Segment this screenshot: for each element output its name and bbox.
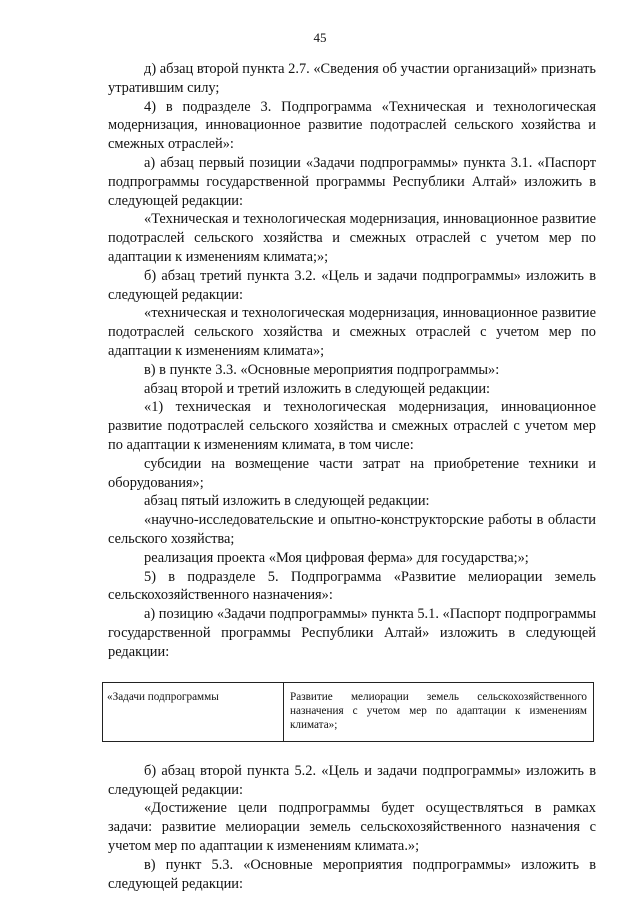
table-cell-label: «Задачи подпрограммы (103, 682, 284, 741)
paragraph: «1) техническая и технологическая модернизация, инновационное развитие подотраслей сельского хозяйства и смежных отраслей с учетом мер по адаптации к изменениям климата, в том числе: (108, 399, 596, 453)
page-number: 45 (313, 30, 327, 45)
paragraph: б) абзац третий пункта 3.2. «Цель и задачи подпрограммы» изложить в следующей редакции: (108, 267, 596, 303)
paragraph: д) абзац второй пункта 2.7. «Сведения об участии организаций» признать утратившим силу; (108, 61, 596, 96)
table-row (103, 682, 594, 741)
paragraph: абзац пятый изложить в следующей редакции: (144, 493, 430, 510)
paragraph: 5) в подразделе 5. Подпрограмма «Развитие мелиорации земель сельскохозяйственного назначения»: (108, 568, 596, 604)
paragraph: в) пункт 5.3. «Основные мероприятия подпрограммы» изложить в следующей редакции: (108, 856, 596, 892)
paragraph: «научно-исследовательские и опытно-конструкторские работы в области сельского хозяйства; (108, 512, 596, 547)
paragraph: реализация проекта «Моя цифровая ферма» для государства;»; (144, 549, 529, 566)
paragraph: субсидии на возмещение части затрат на приобретение техники и оборудования»; (108, 455, 596, 491)
document-body (108, 60, 596, 893)
paragraph: а) позицию «Задачи подпрограммы» пункта 5.1. «Паспорт подпрограммы государственной программы Республики Алтай» изложить в следующей редакции: (108, 606, 596, 660)
paragraph: 4) в подразделе 3. Подпрограмма «Техническая и технологическая модернизация, инновационное развитие подотраслей сельского хозяйства и смежных отраслей»: (108, 98, 596, 153)
paragraph: «Техническая и технологическая модернизация, инновационное развитие подотраслей сельского хозяйства и смежных отраслей с учетом мер по адаптации к изменениям климата;»; (108, 211, 596, 265)
paragraph: б) абзац второй пункта 5.2. «Цель и задачи подпрограммы» изложить в следующей редакции: (108, 762, 596, 798)
passport-table (102, 682, 594, 742)
paragraph: абзац второй и третий изложить в следующей редакции: (144, 380, 491, 397)
table-cell-value: Развитие мелиорации земель сельскохозяйственного назначения с учетом мер по адаптации к изменениям климата»; (284, 682, 594, 741)
paragraph: а) абзац первый позиции «Задачи подпрограммы» пункта 3.1. «Паспорт подпрограммы государственной программы Республики Алтай» изложить в следующей редакции: (108, 154, 596, 209)
paragraph: в) в пункте 3.3. «Основные мероприятия подпрограммы»: (144, 361, 500, 378)
paragraph: «техническая и технологическая модернизация, инновационное развитие подотраслей сельского хозяйства и смежных отраслей с учетом мер по адаптации к изменениям климата»; (108, 305, 596, 359)
paragraph: «Достижение цели подпрограммы будет осуществляться в рамках задачи: развитие мелиорации земель сельскохозяйственного назначения с учетом мер по адаптации к изменениям климата.»; (108, 800, 596, 854)
